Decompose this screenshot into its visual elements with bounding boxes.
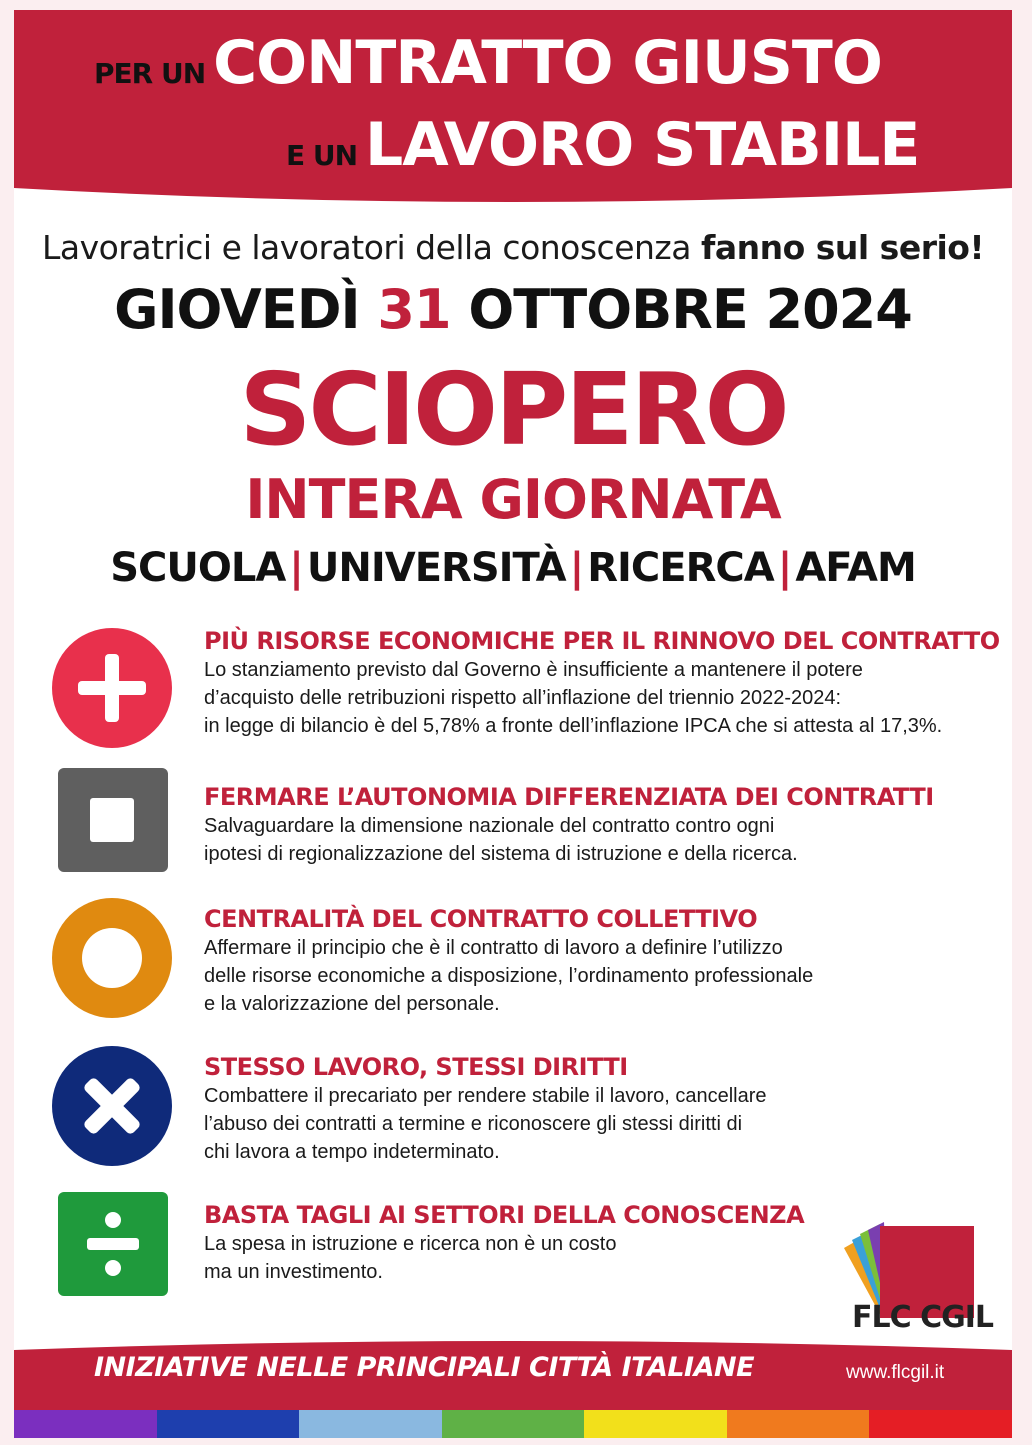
strike-date [14,278,1012,341]
demand-line: Lo stanziamento previsto dal Governo è insufficiente a mantenere il potere [204,659,863,681]
demand-text [204,1052,1004,1166]
demand-text [204,904,1004,1018]
demand-text [204,782,1004,868]
demand-title: PIÙ RISORSE ECONOMICHE PER IL RINNOVO DEL CONTRATTO [204,627,1000,655]
demand-body [204,1082,1004,1166]
header-banner [14,10,1012,206]
rainbow-band [869,1410,1012,1438]
date-month-year: OTTOBRE 2024 [468,278,912,341]
headline-line-1 [94,28,882,98]
intro-text: Lavoratrici e lavoratori della conoscenza [41,228,691,267]
strike-title: SCIOPERO [239,351,787,468]
demand-line: ipotesi di regionalizzazione del sistema di istruzione e della ricerca. [204,843,798,865]
strike-poster [14,10,1012,1438]
demand-line: Salvaguardare la dimensione nazionale del contratto contro ogni [204,815,775,837]
demand-line: Affermare il principio che è il contratto di lavoro a definire l’utilizzo [204,937,783,959]
rainbow-strip [14,1410,1012,1438]
square-icon [50,768,174,892]
sector-separator: | [569,545,584,591]
headline-line-2 [286,110,919,180]
intro-line [14,228,1012,267]
rainbow-band [727,1410,870,1438]
demand-title: BASTA TAGLI AI SETTORI DELLA CONOSCENZA [204,1201,805,1229]
strike-subtitle: INTERA GIORNATA [245,468,781,531]
demand-line: delle risorse economiche a disposizione, l’ordinamento professionale [204,965,814,987]
demand-body [204,934,1004,1018]
demand-line: d’acquisto delle retribuzioni rispetto all’inflazione del triennio 2022-2024: [204,687,842,709]
sector-separator: | [777,545,792,591]
demand-title: STESSO LAVORO, STESSI DIRITTI [204,1053,628,1081]
website-link[interactable]: www.flcgil.it [846,1362,945,1383]
intro-bold: fanno sul serio! [700,228,985,267]
headline-main-2: LAVORO STABILE [365,110,920,180]
rainbow-band [157,1410,300,1438]
date-day: 31 [377,278,451,341]
demand-line: in legge di bilancio è del 5,78% a fronte dell’inflazione IPCA che si attesta al 17,3%. [204,715,943,737]
headline-prefix-1: PER UN [94,57,206,90]
sectors-list [14,545,1012,591]
sector-scuola: SCUOLA [110,545,286,591]
rainbow-band [299,1410,442,1438]
demand-body [204,656,1004,740]
logo-text: FLC CGIL [852,1300,993,1335]
demand-line: La spesa in istruzione e ricerca non è un costo [204,1233,617,1255]
plus-icon [50,626,174,750]
sector-separator: | [289,545,303,591]
footer-initiatives: INIZIATIVE NELLE PRINCIPALI CITTÀ ITALIANE [94,1352,755,1383]
sector-universita: UNIVERSITÀ [306,545,566,591]
demand-body [204,812,1004,868]
circle-icon [50,896,174,1020]
demand-line: e la valorizzazione del personale. [204,993,500,1015]
headline-prefix-2: E UN [286,139,358,172]
sector-ricerca: RICERCA [587,545,774,591]
rainbow-band [442,1410,585,1438]
demand-title: CENTRALITÀ DEL CONTRATTO COLLETTIVO [204,905,758,933]
demand-line: l’abuso dei contratti a termine e riconoscere gli stessi diritti di [204,1113,743,1135]
demand-line: chi lavora a tempo indeterminato. [204,1141,500,1163]
date-weekday: GIOVEDÌ [114,278,360,341]
demand-text [204,626,1004,740]
cross-icon [50,1044,174,1168]
demand-line: Combattere il precariato per rendere stabile il lavoro, cancellare [204,1085,767,1107]
divide-icon [50,1192,174,1316]
demand-title: FERMARE L’AUTONOMIA DIFFERENZIATA DEI CONTRATTI [204,783,934,811]
sector-afam: AFAM [795,545,916,591]
demand-line: ma un investimento. [204,1261,383,1283]
rainbow-band [584,1410,727,1438]
headline-main-1: CONTRATTO GIUSTO [213,28,882,98]
rainbow-band [14,1410,157,1438]
